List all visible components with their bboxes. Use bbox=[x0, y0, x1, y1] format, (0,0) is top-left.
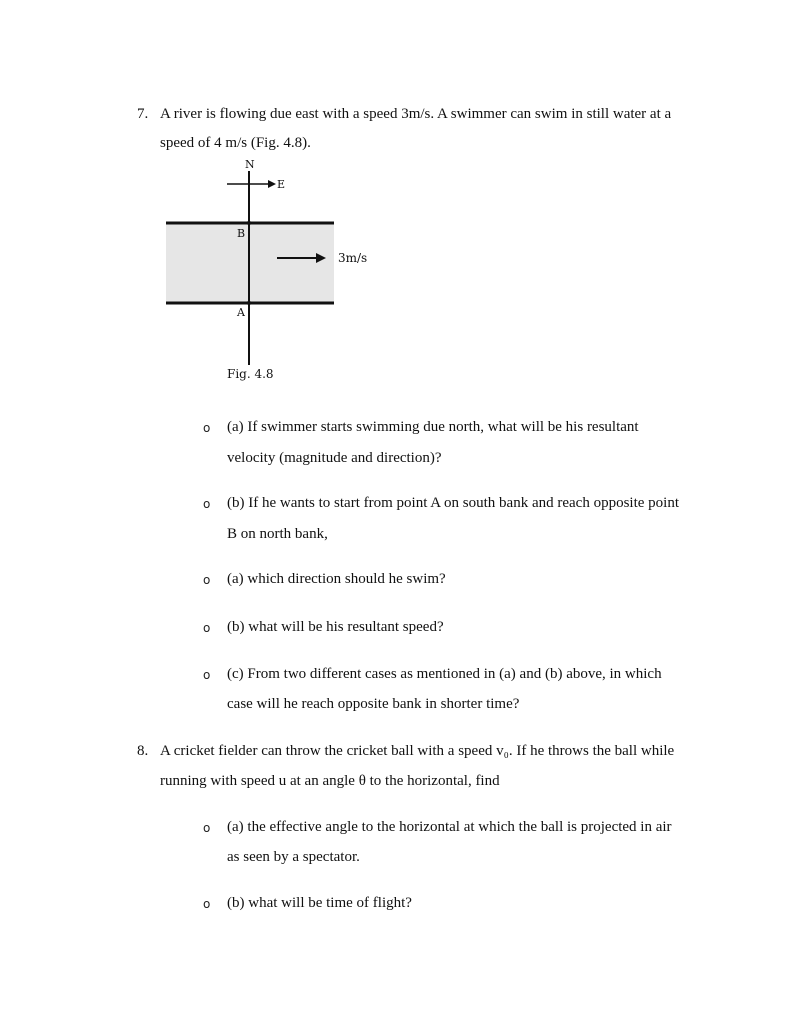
q7-item-1-line-2: velocity (magnitude and direction)? bbox=[227, 450, 442, 466]
river-figure bbox=[160, 155, 400, 390]
q7-item-3-line-1: (a) which direction should he swim? bbox=[227, 571, 446, 587]
question-7-text-line-1: A river is flowing due east with a speed 3m/s. A swimmer can swim in still water at a bbox=[160, 106, 672, 122]
q7-item-4-line-1: (b) what will be his resultant speed? bbox=[227, 619, 444, 635]
question-8-text-line-1: A cricket fielder can throw the cricket ball with a speed v₀. If he throws the ball while bbox=[160, 743, 675, 759]
q7-item-1-line-1: (a) If swimmer starts swimming due north, what will be his resultant bbox=[227, 419, 639, 435]
q7-item-5-line-2: case will he reach opposite bank in shorter time? bbox=[227, 696, 520, 712]
bullet-icon: o bbox=[203, 421, 211, 435]
bullet-icon: o bbox=[203, 668, 211, 682]
bullet-icon: o bbox=[203, 897, 211, 911]
q8-item-1-line-1: (a) the effective angle to the horizontal at which the ball is projected in air bbox=[227, 819, 672, 835]
flow-speed-label: 3m/s bbox=[338, 251, 368, 265]
north-label: N bbox=[245, 158, 255, 171]
figure-caption: Fig. 4.8 bbox=[227, 367, 274, 381]
bullet-icon: o bbox=[203, 573, 211, 587]
bullet-icon: o bbox=[203, 621, 211, 635]
question-7-number: 7. bbox=[137, 106, 149, 122]
q8-item-1-line-2: as seen by a spectator. bbox=[227, 849, 360, 865]
bullet-icon: o bbox=[203, 497, 211, 511]
question-8-number: 8. bbox=[137, 743, 149, 759]
bullet-icon: o bbox=[203, 821, 211, 835]
river-diagram bbox=[160, 155, 400, 390]
q7-item-2-line-1: (b) If he wants to start from point A on south bank and reach opposite point bbox=[227, 495, 679, 511]
point-a bbox=[247, 301, 251, 305]
q8-item-2-line-1: (b) what will be time of flight? bbox=[227, 895, 412, 911]
point-b bbox=[247, 221, 251, 225]
question-7-text-line-2: speed of 4 m/s (Fig. 4.8). bbox=[160, 135, 311, 151]
question-8-text-line-2: running with speed u at an angle θ to the horizontal, find bbox=[160, 773, 500, 789]
point-a-label: A bbox=[237, 306, 245, 319]
q7-item-2-line-2: B on north bank, bbox=[227, 526, 328, 542]
point-b-label: B bbox=[237, 227, 246, 240]
q7-item-5-line-1: (c) From two different cases as mentioned in (a) and (b) above, in which bbox=[227, 666, 662, 682]
east-label: E bbox=[277, 178, 286, 191]
east-arrowhead-icon bbox=[268, 180, 276, 188]
